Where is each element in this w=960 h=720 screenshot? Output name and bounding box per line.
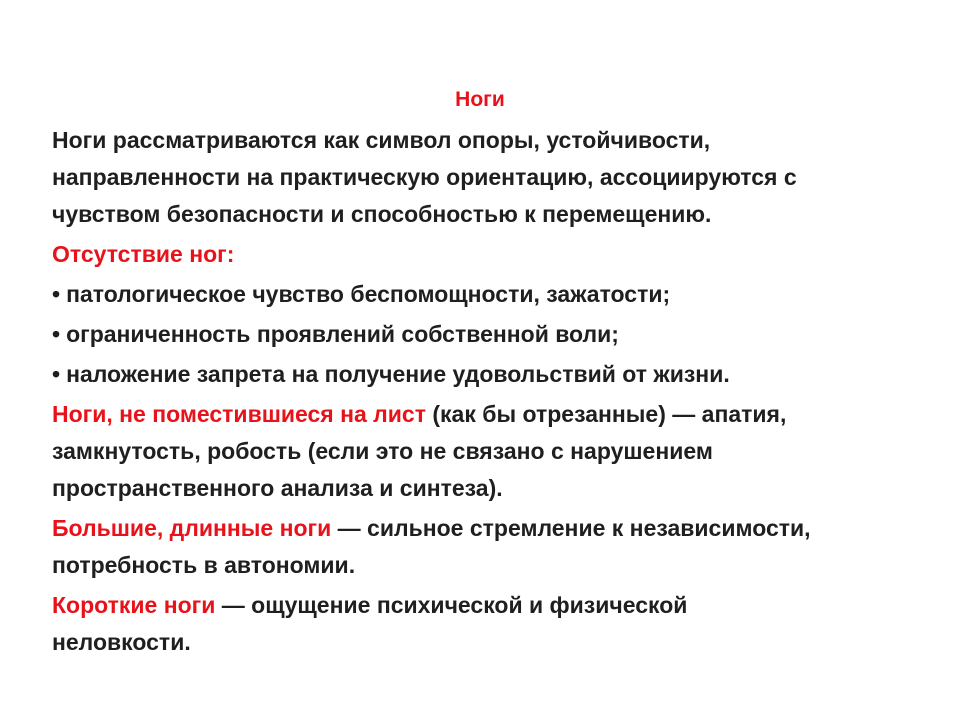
slide-title: Ноги	[455, 88, 505, 111]
not-fitting-term: Ноги, не поместившиеся на лист	[52, 401, 426, 427]
not-fitting-paragraph	[52, 396, 912, 507]
bullet-icon: •	[52, 281, 61, 307]
not-fitting-line-3: пространственного анализа и синтеза).	[52, 475, 503, 501]
bullet-item	[52, 276, 912, 313]
absence-heading: Отсутствие ног:	[52, 241, 235, 267]
bullet-item	[52, 316, 912, 353]
long-legs-paragraph	[52, 510, 912, 584]
short-legs-line-2: неловкости.	[52, 629, 191, 655]
short-legs-line-1	[52, 587, 912, 624]
not-fitting-desc: (как бы отрезанные) — апатия,	[426, 401, 787, 427]
intro-line-3: чувством безопасности и способностью к перемещению.	[52, 201, 712, 227]
short-legs-term: Короткие ноги	[52, 592, 216, 618]
long-legs-desc: — сильное стремление к независимости,	[331, 515, 811, 541]
intro-line-1: Ноги рассматриваются как символ опоры, устойчивости,	[52, 127, 711, 153]
bullet-icon: •	[52, 321, 61, 347]
long-legs-line-1	[52, 510, 912, 547]
not-fitting-line-2: замкнутость, робость (если это не связано с нарушением	[52, 438, 713, 464]
short-legs-paragraph	[52, 587, 912, 661]
intro-paragraph	[52, 122, 912, 233]
short-legs-desc: — ощущение психической и физической	[215, 592, 688, 618]
long-legs-line-2: потребность в автономии.	[52, 552, 356, 578]
intro-line-2: направленности на практическую ориентацию, ассоциируются с	[52, 164, 797, 190]
bullet-icon: •	[52, 361, 61, 387]
slide-content	[52, 122, 912, 664]
bullet-text: патологическое чувство беспомощности, зажатости;	[66, 281, 671, 307]
bullet-item	[52, 356, 912, 393]
bullet-text: ограниченность проявлений собственной воли;	[66, 321, 619, 347]
long-legs-term: Большие, длинные ноги	[52, 515, 332, 541]
bullet-text: наложение запрета на получение удовольствий от жизни.	[66, 361, 730, 387]
not-fitting-line-1	[52, 396, 912, 433]
